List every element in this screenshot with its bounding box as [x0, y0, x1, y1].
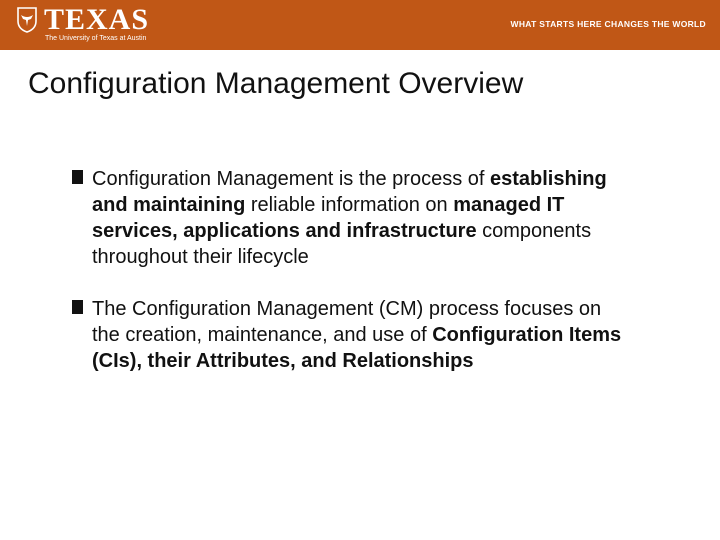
- bullet-text: components throughout their lifecycle: [92, 220, 592, 268]
- slide-title: Configuration Management Overview: [28, 67, 524, 100]
- bullet-list: [72, 166, 632, 374]
- logo-wordmark: TEXAS: [44, 3, 150, 36]
- logo-subtext: The University of Texas at Austin: [45, 35, 147, 42]
- bullet-text: reliable information on: [245, 194, 454, 216]
- longhorn-seal-icon: [16, 7, 38, 33]
- square-bullet-icon: [72, 170, 83, 184]
- bullet-text: The Configuration Management (CM) process focuses on the creation, maintenance, and use of: [92, 298, 602, 346]
- header-tagline: WHAT STARTS HERE CHANGES THE WORLD: [510, 19, 706, 29]
- bullet-text-bold: managed IT services, applications and infrastructure: [92, 194, 565, 242]
- bullet-text: Configuration Management is the process of: [92, 168, 490, 190]
- bullet-text-bold: Configuration Items (CIs), their Attributes, and Relationships: [92, 324, 622, 372]
- bullet-item: [72, 296, 632, 374]
- bullet-text-bold: establishing and maintaining: [92, 168, 607, 216]
- square-bullet-icon: [72, 300, 83, 314]
- header-bar: [0, 0, 720, 50]
- bullet-item: [72, 166, 632, 270]
